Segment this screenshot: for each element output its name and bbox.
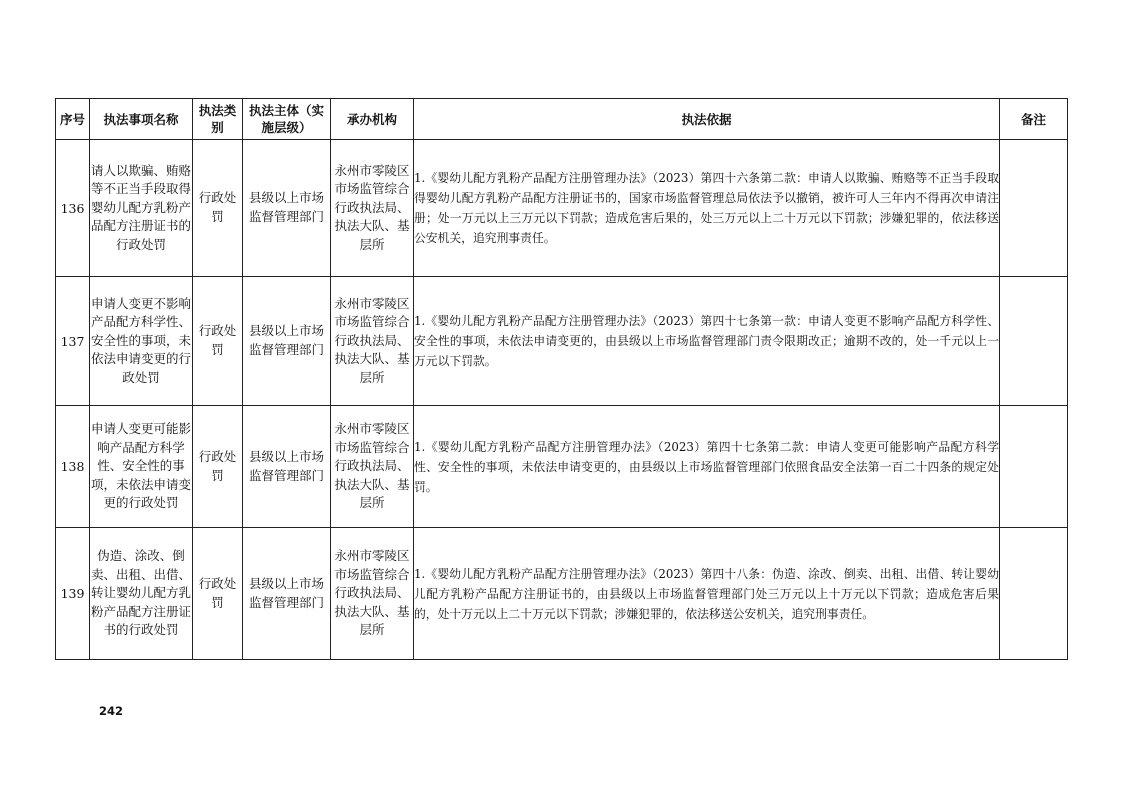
- row-no: 137: [56, 277, 90, 406]
- row-no: 138: [56, 406, 90, 528]
- row-note: [1000, 277, 1068, 406]
- table-row: [56, 140, 1068, 277]
- row-basis: 1.《婴幼儿配方乳粉产品配方注册管理办法》（2023）第四十八条：伪造、涂改、倒卖、出租、出借、转让婴幼儿配方乳粉产品配方注册证书的，由县级以上市场监督管理部门处三万元以上十万元以下罚款；造成危害后果的，处十万元以上二十万元以下罚款；涉嫌犯罪的，依法移送公安机关，追究刑事责任。: [414, 528, 1000, 660]
- header-subject: 执法主体（实施层级）: [243, 99, 331, 140]
- row-basis: 1.《婴幼儿配方乳粉产品配方注册管理办法》（2023）第四十六条第二款：申请人以欺骗、贿赂等不正当手段取得婴幼儿配方乳粉产品配方注册证书的，国家市场监督管理总局依法予以撤销，被许可人三年内不得再次申请注册；处一万元以上三万元以下罚款；造成危害后果的，处三万元以上二十万元以下罚款；涉嫌犯罪的，依法移送公安机关，追究刑事责任。: [414, 140, 1000, 277]
- row-org: 永州市零陵区市场监管综合行政执法局、执法大队、基层所: [331, 528, 414, 660]
- row-no: 139: [56, 528, 90, 660]
- header-name: 执法事项名称: [90, 99, 193, 140]
- table-row: [56, 406, 1068, 528]
- header-category: 执法类别: [193, 99, 243, 140]
- row-category: 行政处罚: [193, 406, 243, 528]
- row-subject: 县级以上市场监督管理部门: [243, 528, 331, 660]
- table-row: [56, 528, 1068, 660]
- header-org: 承办机构: [331, 99, 414, 140]
- row-name: 请人以欺骗、贿赂等不正当手段取得婴幼儿配方乳粉产品配方注册证书的行政处罚: [90, 140, 193, 277]
- row-subject: 县级以上市场监督管理部门: [243, 277, 331, 406]
- row-basis: 1.《婴幼儿配方乳粉产品配方注册管理办法》（2023）第四十七条第二款：申请人变更可能影响产品配方科学性、安全性的事项，未依法申请变更的，由县级以上市场监督管理部门依照食品安全法第一百二十四条的规定处罚。: [414, 406, 1000, 528]
- enforcement-items-table: [55, 98, 1068, 660]
- row-category: 行政处罚: [193, 528, 243, 660]
- row-category: 行政处罚: [193, 140, 243, 277]
- row-note: [1000, 528, 1068, 660]
- row-no: 136: [56, 140, 90, 277]
- row-subject: 县级以上市场监督管理部门: [243, 140, 331, 277]
- header-no: 序号: [56, 99, 90, 140]
- table-header-row: [56, 99, 1068, 140]
- row-note: [1000, 140, 1068, 277]
- table-row: [56, 277, 1068, 406]
- row-note: [1000, 406, 1068, 528]
- row-org: 永州市零陵区市场监管综合行政执法局、执法大队、基层所: [331, 277, 414, 406]
- page-number: 242: [99, 704, 124, 718]
- row-org: 永州市零陵区市场监管综合行政执法局、执法大队、基层所: [331, 140, 414, 277]
- row-basis: 1.《婴幼儿配方乳粉产品配方注册管理办法》（2023）第四十七条第一款：申请人变更不影响产品配方科学性、安全性的事项，未依法申请变更的，由县级以上市场监督管理部门责令限期改正；逾期不改的，处一千元以上一万元以下罚款。: [414, 277, 1000, 406]
- row-name: 申请人变更可能影响产品配方科学性、安全性的事项，未依法申请变更的行政处罚: [90, 406, 193, 528]
- header-note: 备注: [1000, 99, 1068, 140]
- row-category: 行政处罚: [193, 277, 243, 406]
- row-org: 永州市零陵区市场监管综合行政执法局、执法大队、基层所: [331, 406, 414, 528]
- row-name: 申请人变更不影响产品配方科学性、安全性的事项，未依法申请变更的行政处罚: [90, 277, 193, 406]
- row-name: 伪造、涂改、倒卖、出租、出借、转让婴幼儿配方乳粉产品配方注册证书的行政处罚: [90, 528, 193, 660]
- row-subject: 县级以上市场监督管理部门: [243, 406, 331, 528]
- header-basis: 执法依据: [414, 99, 1000, 140]
